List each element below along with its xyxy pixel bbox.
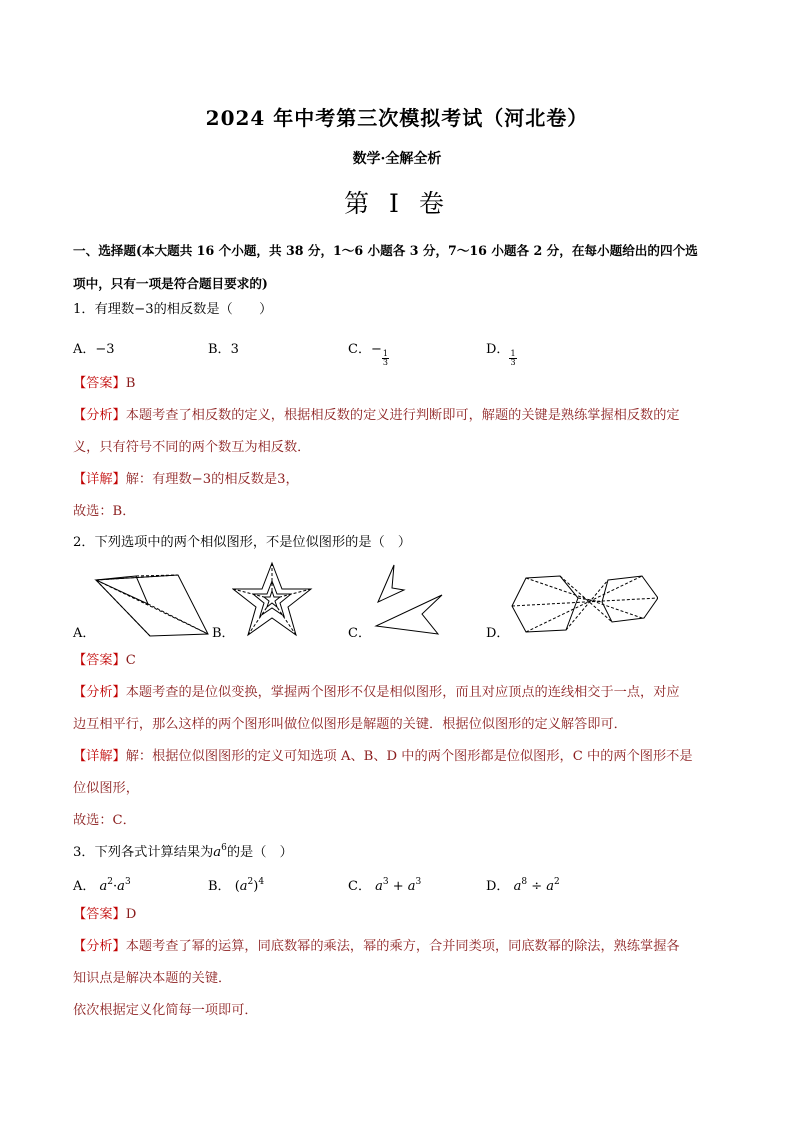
q3-answer: 【答案】D [73,907,137,922]
q2-figure-c [368,562,448,638]
q3-note: 依次根据定义化简每一项即可． [73,1003,258,1018]
q2-option-c: C． [348,626,371,641]
q3-option-b: B． $(a^2)^4$ [208,877,265,894]
q2-stem: 2．下列选项中的两个相似图形，不是位似图形的是（ ） [73,535,412,550]
page-title: 2024 年中考第三次模拟考试（河北卷） [205,106,589,130]
q1-stem: 1．有理数−3的相反数是（ ） [73,302,273,317]
q1-analysis-line1: 【分析】本题考查了相反数的定义，根据相反数的定义进行判断即可，解题的关键是熟练掌握相反数的定 [73,408,680,423]
volume-heading: 第 I 卷 [344,189,450,218]
q3-analysis-line2: 知识点是解决本题的关键． [73,971,232,986]
q2-figure-a [90,560,220,640]
section-heading-line2: 项中，只有一项是符合题目要求的) [73,276,268,291]
q2-choose: 故选：C． [73,813,136,828]
q1-option-b: B．3 [208,342,239,357]
q2-figure-b [232,561,314,637]
q2-analysis-line1: 【分析】本题考查的是位似变换，掌握两个图形不仅是相似图形，而且对应顶点的连线相交于一点，对应 [73,685,680,700]
q3-option-c: C． $a^3 + a^3$ [348,877,422,894]
q2-figure-d [508,568,658,638]
q2-option-d: D． [486,626,510,641]
q1-answer: 【答案】B [73,376,136,391]
q2-detail-line1: 【详解】解：根据位似图图形的定义可知选项 A、B、D 中的两个图形都是位似图形，C 中的两个图形不是 [73,749,693,764]
q2-detail-line2: 位似图形， [73,781,139,796]
page-subtitle: 数学·全解全析 [352,151,442,167]
q1-option-d: D． $\frac{1}{3}$ [486,342,516,367]
q2-option-b: B． [212,626,235,641]
q3-option-d: D． $a^8 \div a^2$ [486,877,560,894]
q1-choose: 故选：B． [73,504,136,519]
q3-option-a: A． $a^2\cdot a^3$ [73,877,131,894]
q3-stem: 3．下列各式计算结果为$a^6$的是（ ） [73,843,293,860]
q1-option-c: C．− $\frac{1}{3}$ [348,342,388,367]
q2-answer: 【答案】C [73,653,136,668]
q2-analysis-line2: 边互相平行，那么这样的两个图形叫做位似图形是解题的关键．根据位似图形的定义解答即可． [73,717,627,732]
q3-analysis-line1: 【分析】本题考查了幂的运算，同底数幂的乘法，幂的乘方，合并同类项，同底数幂的除法，熟练掌握各 [73,939,680,954]
q2-option-a: A． [73,626,96,641]
q1-option-a: A．−3 [73,342,115,357]
q1-detail: 【详解】解：有理数−3的相反数是3， [73,472,299,487]
q1-analysis-line2: 义，只有符号不同的两个数互为相反数． [73,440,311,455]
section-heading-line1: 一、选择题(本大题共 16 个小题，共 38 分，1～6 小题各 3 分，7～16 小题各 2 分，在每小题给出的四个选 [73,243,698,258]
